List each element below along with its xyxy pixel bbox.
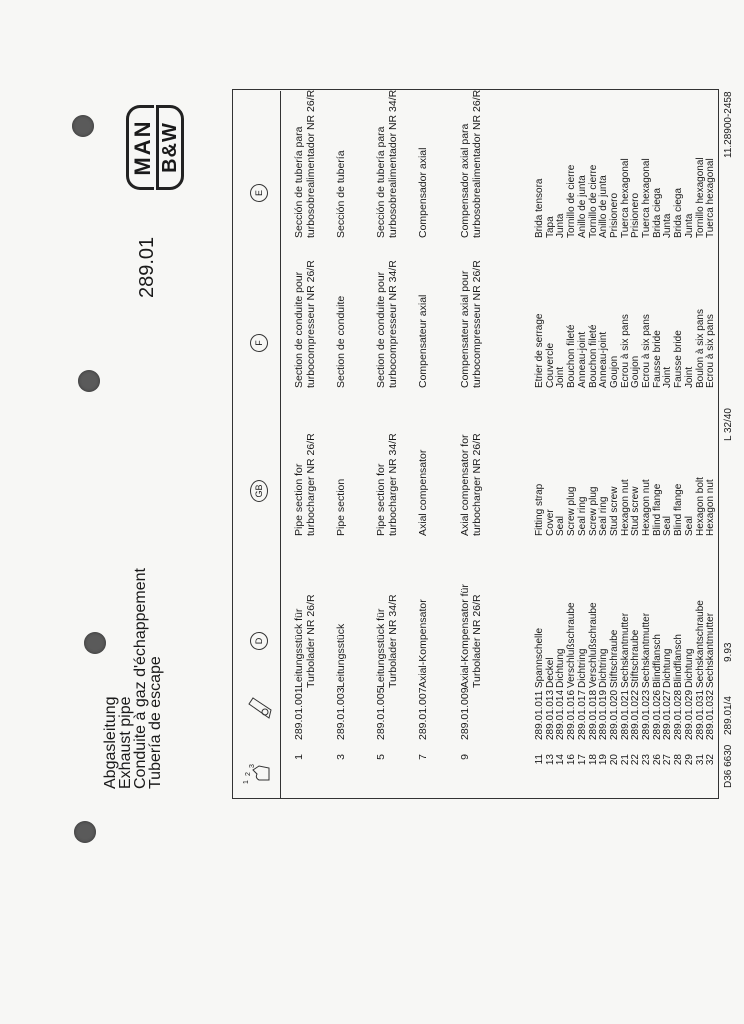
small-row-part: 289.01.017 — [576, 689, 588, 740]
small-row-gb: Screw plug — [587, 486, 599, 536]
small-row-e: Tornillo de cierre — [566, 164, 578, 238]
row-text-d: Axial-Kompensator — [417, 599, 429, 688]
document-title — [103, 568, 163, 789]
small-row-d: Deckel — [544, 657, 556, 688]
small-row-part: 289.01.032 — [705, 689, 717, 740]
row-position: 5 — [375, 754, 387, 760]
small-row-d: Sechskantschraube — [694, 600, 706, 688]
small-row-f: Bouchon fileté — [566, 324, 578, 388]
small-row-pos: 31 — [694, 754, 706, 766]
small-row-part: 289.01.019 — [598, 689, 610, 740]
small-row-d: Stiftschraube — [630, 629, 642, 688]
row-text-e: Sección de tubería para — [293, 126, 305, 238]
small-row-gb: Blind flange — [673, 483, 685, 536]
small-row-e: Tapa — [544, 216, 556, 238]
row-text-f: Compensateur axial pour — [459, 270, 471, 388]
small-row-part: 289.01.028 — [673, 689, 685, 740]
row-text-d: Leitungsstück für — [293, 608, 305, 688]
column-header-e: E — [250, 184, 268, 202]
small-row-e: Prisionero — [608, 192, 620, 238]
row-text-e: turbosobrealimentador NR 34/R — [387, 89, 399, 238]
row-text-e: Compensador axial para — [459, 123, 471, 238]
row-part-number: 289.01.003 — [335, 687, 347, 740]
position-symbol — [243, 758, 273, 786]
small-row-e: Prisionero — [630, 192, 642, 238]
row-text-gb: Pipe section — [335, 478, 347, 536]
small-row-pos: 22 — [630, 754, 642, 766]
footer-left: D36 6630 — [723, 744, 734, 788]
small-row-gb: Hexagon bolt — [694, 477, 706, 536]
hand-pointer-icon — [243, 758, 273, 786]
small-row-part: 289.01.026 — [651, 689, 663, 740]
row-text-gb: turbocharger NR 34/R — [387, 433, 399, 536]
row-text-gb: Pipe section for — [293, 463, 305, 536]
small-row-pos: 14 — [555, 754, 567, 766]
small-row-part: 289.01.014 — [555, 689, 567, 740]
column-header-gb: GB — [250, 480, 268, 502]
row-text-gb: turbocharger NR 26/R — [471, 433, 483, 536]
symbol-label: 3 — [249, 764, 256, 768]
small-row-d: Verschlußschraube — [566, 602, 578, 688]
logo-top-text: MAN — [126, 105, 154, 190]
small-row-d: Blindflansch — [673, 634, 685, 688]
small-row-e: Junta — [555, 213, 567, 238]
row-text-f: Compensateur axial — [417, 294, 429, 388]
small-row-f: Etrier de serrage — [534, 313, 545, 388]
row-text-gb: turbocharger NR 26/R — [305, 433, 317, 536]
row-text-gb: Axial compensator for — [459, 434, 471, 536]
small-row-e: Anillo de junta — [576, 175, 588, 238]
footer-code: 11.28900-2458 — [723, 91, 734, 158]
small-row-gb: Seal ring — [576, 496, 588, 536]
small-row-gb: Seal — [662, 515, 674, 536]
small-row-part: 289.01.013 — [544, 689, 556, 740]
man-bw-logo — [126, 105, 186, 190]
small-row-pos: 29 — [683, 754, 695, 766]
small-row-f: Ecrou à six pans — [641, 314, 652, 388]
footer-engine: L 32/40 — [723, 408, 734, 441]
small-row-part: 289.01.029 — [683, 689, 695, 740]
row-text-d: Axial-Kompensator für — [459, 584, 471, 688]
small-row-f: Anneau-joint — [576, 331, 588, 388]
footer-ref: 289.01/4 — [723, 696, 734, 735]
part-pointer-icon — [243, 694, 273, 722]
small-row-pos: 28 — [673, 754, 685, 766]
small-row-d: Dichtung — [662, 648, 674, 688]
column-header-d: D — [250, 632, 268, 650]
small-row-f: Fausse bride — [673, 330, 685, 388]
row-text-f: turbocompresseur NR 26/R — [305, 260, 317, 388]
small-row-part: 289.01.016 — [566, 689, 578, 740]
small-row-d: Sechskantmutter — [641, 612, 652, 688]
small-row-f: Anneau-joint — [598, 331, 610, 388]
small-row-d: Spannschelle — [534, 627, 545, 688]
small-row-pos: 11 — [534, 754, 545, 765]
header-divider — [280, 91, 281, 798]
small-row-gb: Seal ring — [598, 496, 610, 536]
row-text-f: turbocompresseur NR 34/R — [387, 260, 399, 388]
small-row-f: Couvercle — [544, 342, 556, 388]
small-row-d: Verschlußschraube — [587, 602, 599, 688]
row-part-number: 289.01.005 — [375, 687, 387, 740]
small-row-pos: 23 — [641, 754, 652, 766]
row-position: 7 — [417, 754, 429, 760]
small-row-pos: 32 — [705, 754, 717, 766]
small-row-f: Goujon — [608, 355, 620, 388]
small-row-f: Ecrou à six pans — [619, 314, 631, 388]
row-text-e: Sección de tubería para — [375, 126, 387, 238]
row-text-e: turbosobrealimentador NR 26/R — [471, 89, 483, 238]
small-row-f: Joint — [662, 366, 674, 388]
title-gb: Exhaust pipe — [117, 696, 134, 789]
small-row-pos: 17 — [576, 754, 588, 766]
small-row-gb: Cover — [544, 509, 556, 536]
row-text-f: Section de conduite pour — [293, 271, 305, 388]
small-row-pos: 27 — [662, 754, 674, 766]
small-row-d: Dichtring — [598, 648, 610, 688]
small-row-part: 289.01.011 — [534, 690, 545, 740]
row-position: 9 — [459, 754, 471, 760]
small-row-d: Dichtring — [576, 648, 588, 688]
small-row-gb: Stud screw — [608, 486, 620, 536]
small-row-e: Junta — [683, 213, 695, 238]
small-row-pos: 26 — [651, 754, 663, 766]
small-row-gb: Seal — [555, 515, 567, 536]
small-row-f: Bouchon fileté — [587, 324, 599, 388]
small-row-gb: Hexagon nut — [641, 479, 652, 536]
row-text-d: Leitungsstück für — [375, 608, 387, 688]
row-text-e: Compensador axial — [417, 147, 429, 238]
small-row-part: 289.01.023 — [641, 689, 652, 740]
small-row-d: Sechskantmutter — [619, 612, 631, 688]
column-header-f: F — [250, 334, 268, 352]
small-row-e: Tuerca hexagonal — [619, 158, 631, 238]
title-de: Abgasleitung — [102, 696, 119, 789]
row-text-d: Turbolader NR 26/R — [305, 594, 317, 688]
row-text-f: Section de conduite — [335, 295, 347, 388]
small-row-gb: Screw plug — [566, 486, 578, 536]
footer-date: 9.93 — [723, 642, 734, 662]
row-text-d: Leitungsstück — [335, 623, 347, 688]
row-text-f: Section de conduite pour — [375, 271, 387, 388]
small-row-pos: 21 — [619, 754, 631, 766]
small-row-e: Brida tensora — [534, 178, 545, 238]
small-row-gb: Seal — [683, 515, 695, 536]
part-number-symbol — [243, 694, 273, 722]
small-row-part: 289.01.021 — [619, 689, 631, 740]
small-row-f: Joint — [555, 366, 567, 388]
small-row-e: Tornillo hexagonal — [694, 157, 706, 238]
document-number: 289.01 — [136, 236, 158, 298]
row-position: 1 — [293, 754, 305, 760]
small-row-e: Tuerca hexagonal — [705, 158, 717, 238]
row-text-gb: Axial compensator — [417, 449, 429, 536]
small-row-gb: Fitting strap — [534, 483, 545, 536]
small-row-d: Dichtung — [555, 648, 567, 688]
small-row-pos: 16 — [566, 754, 578, 766]
row-part-number: 289.01.007 — [417, 687, 429, 740]
title-e: Tubería de escape — [147, 656, 164, 789]
small-row-part: 289.01.022 — [630, 689, 642, 740]
small-row-part: 289.01.018 — [587, 689, 599, 740]
row-part-number: 289.01.001 — [293, 687, 305, 740]
small-row-e: Tornillo de cierre — [587, 164, 599, 238]
small-row-pos: 18 — [587, 754, 599, 766]
small-row-f: Fausse bride — [651, 330, 663, 388]
row-text-d: Turbolader NR 34/R — [387, 594, 399, 688]
row-text-f: turbocompresseur NR 26/R — [471, 260, 483, 388]
small-row-d: Stiftschraube — [608, 629, 620, 688]
small-row-part: 289.01.027 — [662, 689, 674, 740]
small-row-d: Sechskantmutter — [705, 612, 717, 688]
row-position: 3 — [335, 754, 347, 760]
row-text-gb: Pipe section for — [375, 463, 387, 536]
small-row-f: Ecrou à six pans — [705, 314, 717, 388]
small-row-pos: 13 — [544, 754, 556, 766]
small-row-f: Boulon à six pans — [694, 309, 706, 388]
small-row-pos: 19 — [598, 754, 610, 766]
symbol-label: 1 — [243, 780, 250, 784]
row-text-e: turbosobrealimentador NR 26/R — [305, 89, 317, 238]
small-row-gb: Blind flange — [651, 483, 663, 536]
small-row-d: Dichtung — [683, 648, 695, 688]
small-row-e: Junta — [662, 213, 674, 238]
title-f: Conduite à gaz d'échappement — [132, 568, 149, 789]
small-row-gb: Hexagon nut — [705, 479, 717, 536]
small-row-f: Goujon — [630, 355, 642, 388]
small-row-e: Brida ciega — [651, 187, 663, 238]
parts-table — [232, 89, 719, 799]
small-row-gb: Hexagon nut — [619, 479, 631, 536]
row-text-e: Sección de tubería — [335, 150, 347, 238]
logo-bottom-text: B&W — [156, 105, 184, 190]
small-row-pos: 20 — [608, 754, 620, 766]
small-row-e: Brida ciega — [673, 187, 685, 238]
small-row-f: Joint — [683, 366, 695, 388]
symbol-label: 2 — [245, 772, 252, 776]
row-part-number: 289.01.009 — [459, 687, 471, 740]
small-row-part: 289.01.020 — [608, 689, 620, 740]
small-row-gb: Stud screw — [630, 486, 642, 536]
small-row-e: Anillo de junta — [598, 175, 610, 238]
row-text-d: Turbolader NR 26/R — [471, 594, 483, 688]
small-row-part: 289.01.031 — [694, 689, 706, 740]
small-row-e: Tuerca hexagonal — [641, 158, 652, 238]
small-row-d: Blindflansch — [651, 634, 663, 688]
